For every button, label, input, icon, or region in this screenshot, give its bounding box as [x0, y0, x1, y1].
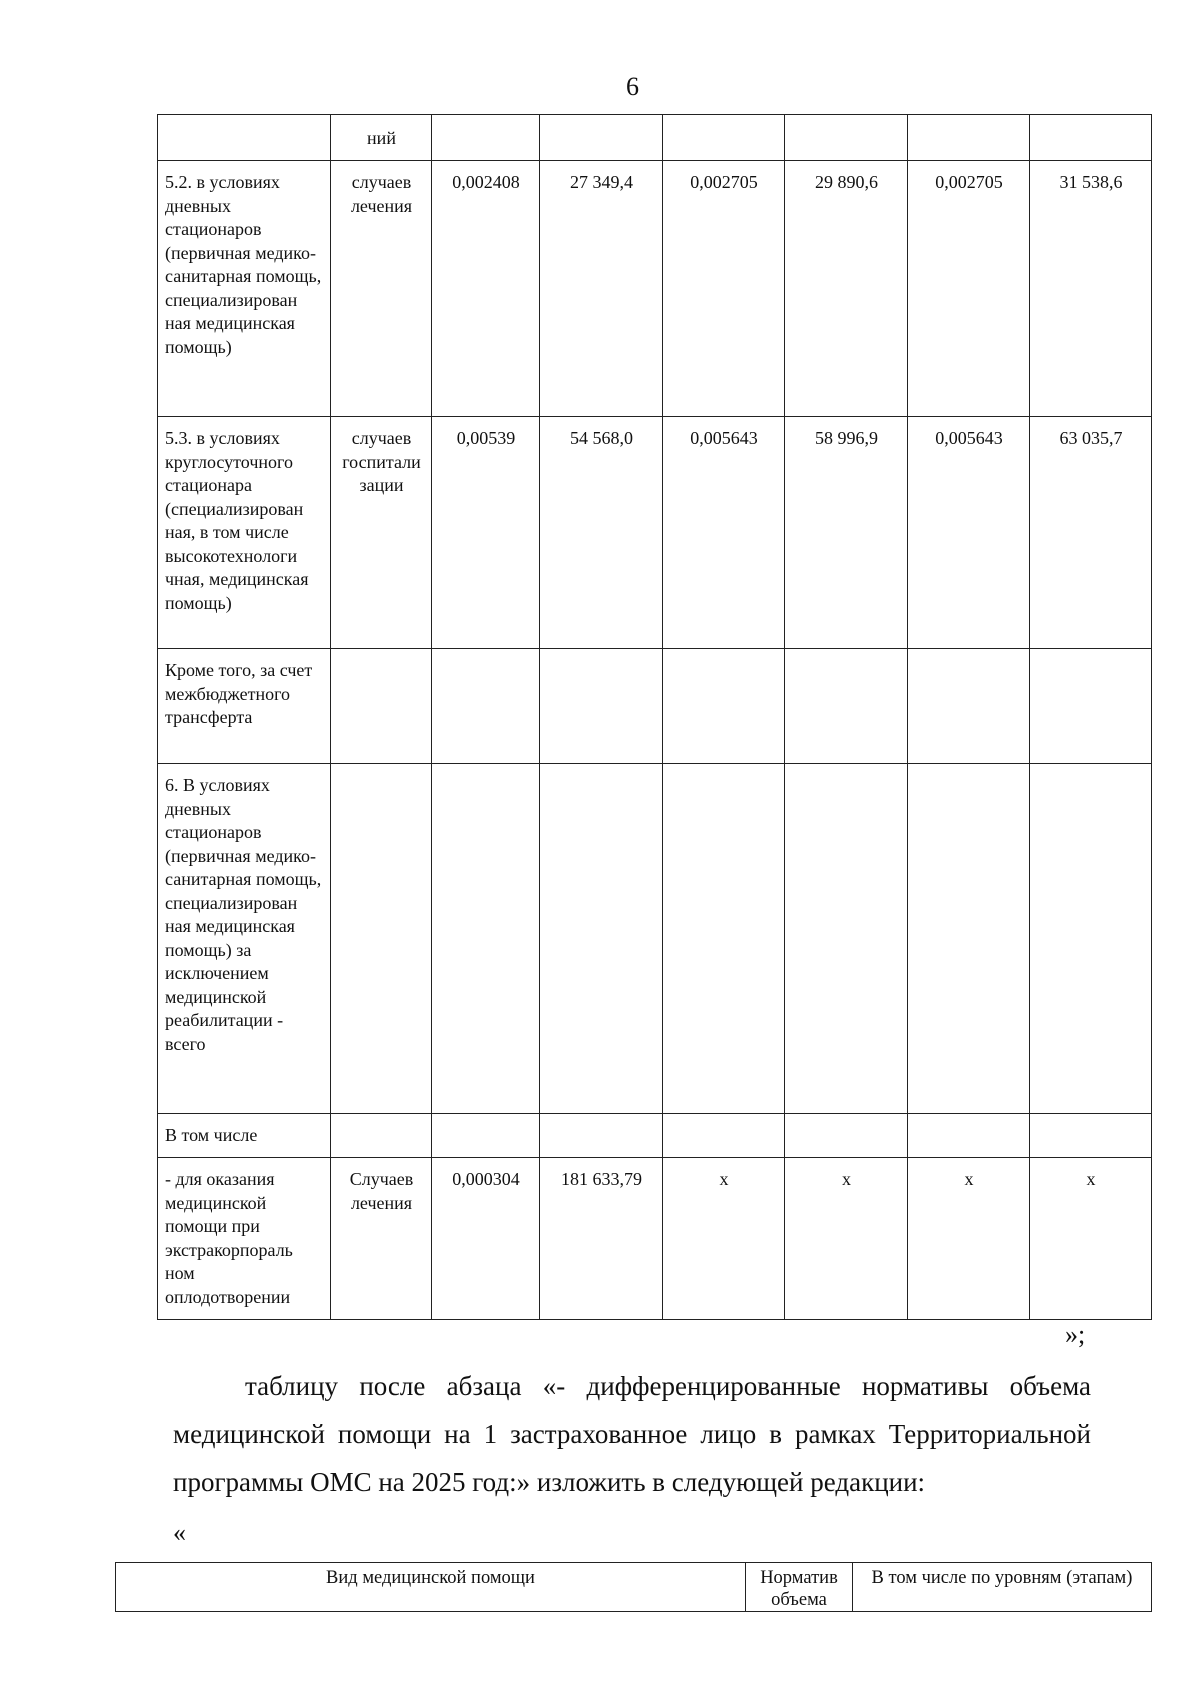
table-row	[158, 1114, 1152, 1158]
page-number: 6	[626, 72, 639, 101]
table-row	[158, 161, 1152, 417]
cell: 0,005643	[908, 417, 1030, 649]
cell	[663, 115, 785, 161]
row-name: - для оказания медицинской помощи при экстракорпораль ном оплодотворении	[158, 1158, 331, 1320]
cell: 0,002705	[908, 161, 1030, 417]
cell	[663, 1114, 785, 1158]
cell	[785, 115, 908, 161]
cell: 0,002408	[432, 161, 540, 417]
cell	[663, 649, 785, 764]
table-row	[158, 764, 1152, 1114]
cell: 0,000304	[432, 1158, 540, 1320]
cell: 27 349,4	[540, 161, 663, 417]
cell	[432, 764, 540, 1114]
table-row	[158, 417, 1152, 649]
cell	[540, 1114, 663, 1158]
row-unit: Случаев лечения	[331, 1158, 432, 1320]
row-unit: случаев госпитали зации	[331, 417, 432, 649]
normative-table	[115, 1562, 1152, 1612]
row-name: 5.2. в условиях дневных стационаров (первичная медико-санитарная помощь, специализирован ная медицинская помощь)	[158, 161, 331, 417]
cell: 58 996,9	[785, 417, 908, 649]
row-unit	[331, 764, 432, 1114]
opening-quote: «	[173, 1518, 186, 1547]
cell: 0,005643	[663, 417, 785, 649]
row-name: 6. В условиях дневных стационаров (первичная медико-санитарная помощь, специализирован ная медицинская помощь) за исключением медицинской реабилитации - всего	[158, 764, 331, 1114]
cell	[432, 115, 540, 161]
row-name: В том числе	[158, 1114, 331, 1158]
table-row	[158, 1158, 1152, 1320]
row-unit: случаев лечения	[331, 161, 432, 417]
row-unit	[331, 649, 432, 764]
cell	[540, 115, 663, 161]
table-row	[158, 649, 1152, 764]
cell	[908, 764, 1030, 1114]
cell	[432, 1114, 540, 1158]
cell	[540, 764, 663, 1114]
row-unit: ний	[331, 115, 432, 161]
cell	[908, 649, 1030, 764]
cell: х	[1030, 1158, 1152, 1320]
cell	[785, 764, 908, 1114]
table-row	[158, 115, 1152, 161]
cell	[908, 1114, 1030, 1158]
row-name	[158, 115, 331, 161]
cell: х	[663, 1158, 785, 1320]
table-header-row	[116, 1563, 1152, 1612]
cell: 0,002705	[663, 161, 785, 417]
cell: 29 890,6	[785, 161, 908, 417]
cell	[1030, 764, 1152, 1114]
cell	[1030, 115, 1152, 161]
cell: 0,00539	[432, 417, 540, 649]
header-levels: В том числе по уровням (этапам)	[853, 1563, 1152, 1612]
cell: 31 538,6	[1030, 161, 1152, 417]
cell: х	[785, 1158, 908, 1320]
cell	[1030, 649, 1152, 764]
cell	[432, 649, 540, 764]
cell: 54 568,0	[540, 417, 663, 649]
row-name: Кроме того, за счет межбюджетного трансферта	[158, 649, 331, 764]
body-paragraph	[173, 1362, 1091, 1506]
cell: 181 633,79	[540, 1158, 663, 1320]
cell	[785, 1114, 908, 1158]
paragraph-text: таблицу после абзаца «- дифференцированные нормативы объема медицинской помощи на 1 застрахованное лицо в рамках Территориальной программы ОМС на 2025 год:» изложить в следующей редакции:	[173, 1371, 1091, 1497]
cell	[785, 649, 908, 764]
header-volume-norm: Норматив объема	[746, 1563, 853, 1612]
cell: х	[908, 1158, 1030, 1320]
header-care-type: Вид медицинской помощи	[116, 1563, 746, 1612]
cell	[1030, 1114, 1152, 1158]
cell	[908, 115, 1030, 161]
row-unit	[331, 1114, 432, 1158]
cell	[663, 764, 785, 1114]
cell	[540, 649, 663, 764]
closing-quote: »;	[1065, 1320, 1086, 1349]
row-name: 5.3. в условиях круглосуточного стационара (специализирован ная, в том числе высокотехнологи чная, медицинская помощь)	[158, 417, 331, 649]
cell: 63 035,7	[1030, 417, 1152, 649]
data-table	[157, 114, 1152, 1320]
